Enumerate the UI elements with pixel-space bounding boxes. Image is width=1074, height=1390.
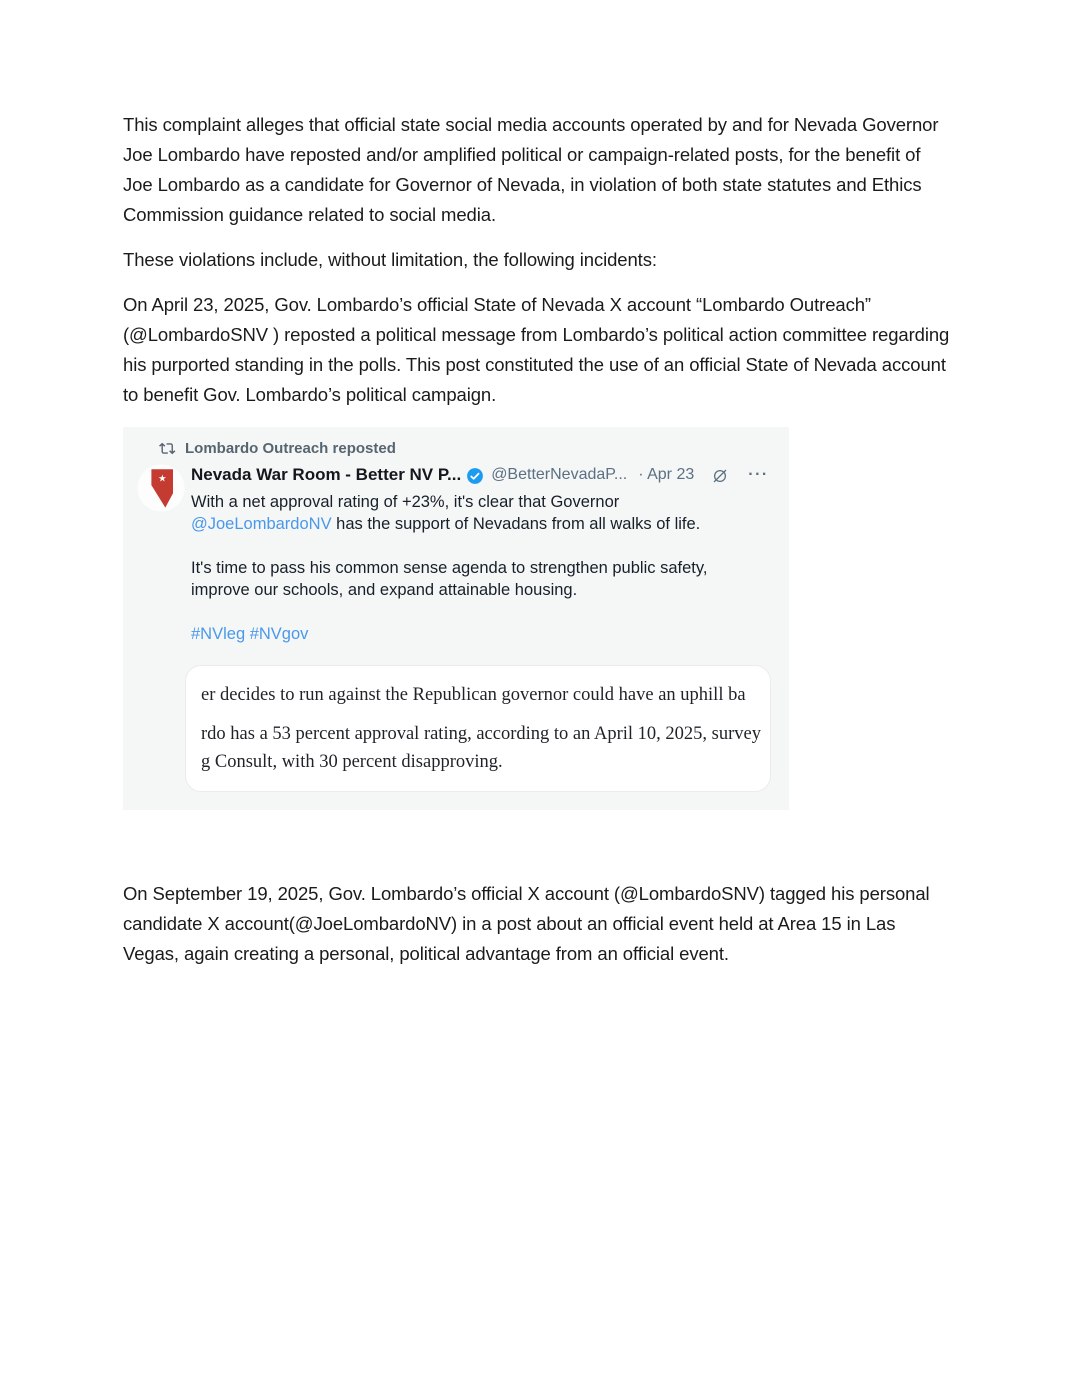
repost-header — [159, 440, 775, 457]
tweet-main-row — [137, 464, 775, 792]
grok-icon[interactable] — [711, 467, 729, 485]
paragraph-april-incident: On April 23, 2025, Gov. Lombardo’s official State of Nevada X account “Lombardo Outreach” (@LombardoSNV ) reposted a political message from Lombardo’s political action committee regarding his purported standing in the polls. This post constituted the use of an official State of Nevada account to benefit Gov. Lombardo’s political campaign. — [123, 294, 950, 405]
repost-label: Lombardo Outreach reposted — [185, 440, 396, 457]
repost-icon — [159, 440, 176, 457]
tweet-body — [191, 464, 775, 792]
hashtags-link[interactable]: #NVleg #NVgov — [191, 625, 309, 643]
tweet-text-1 — [191, 491, 747, 535]
paragraph-violations-intro: These violations include, without limitation, the following incidents: — [123, 249, 657, 270]
tweet-screenshot — [123, 427, 789, 810]
avatar[interactable] — [137, 464, 185, 512]
mention-link[interactable]: @JoeLombardoNV — [191, 515, 332, 533]
tweet-timestamp[interactable]: · Apr 23 — [638, 466, 695, 483]
paragraph-allegation-summary: This complaint alleges that official state social media accounts operated by and for Nevada Governor Joe Lombardo have reposted and/or amplified political or campaign-related posts, for the benefit of Joe Lombardo as a candidate for Governor of Nevada, in violation of both state statutes and Ethics Commission guidance related to social media. — [123, 114, 939, 225]
document-content — [123, 110, 953, 984]
tweet-name-row — [191, 464, 775, 486]
tweet-text-2: It's time to pass his common sense agenda to strengthen public safety, improve our schools, and expand attainable housing. — [191, 559, 708, 599]
paragraph-september-incident: On September 19, 2025, Gov. Lombardo’s official X account (@LombardoSNV) tagged his personal candidate X account(@JoeLombardoNV) in a post about an official event held at Area 15 in Las Vegas, again creating a personal, political advantage from an official event. — [123, 883, 930, 964]
hashtag-links — [191, 623, 747, 645]
verified-badge-icon — [466, 467, 484, 485]
article-line-2: rdo has a 53 percent approval rating, according to an April 10, 2025, survey — [201, 724, 761, 744]
more-options-button[interactable]: ··· — [748, 466, 769, 483]
author-name[interactable]: Nevada War Room - Better NV P... — [191, 465, 462, 484]
article-line-3: g Consult, with 30 percent disapproving. — [201, 752, 503, 772]
author-handle[interactable]: @BetterNevadaP... — [491, 466, 628, 483]
tweet-text-1-post: has the support of Nevadans from all walks of life. — [331, 515, 701, 533]
quoted-article-card[interactable] — [185, 665, 771, 792]
avatar-star-glyph: ★ — [158, 473, 167, 485]
tweet-text-1-pre: With a net approval rating of +23%, it's clear that Governor — [191, 493, 620, 511]
article-line-1: er decides to run against the Republican governor could have an uphill ba — [201, 685, 746, 705]
